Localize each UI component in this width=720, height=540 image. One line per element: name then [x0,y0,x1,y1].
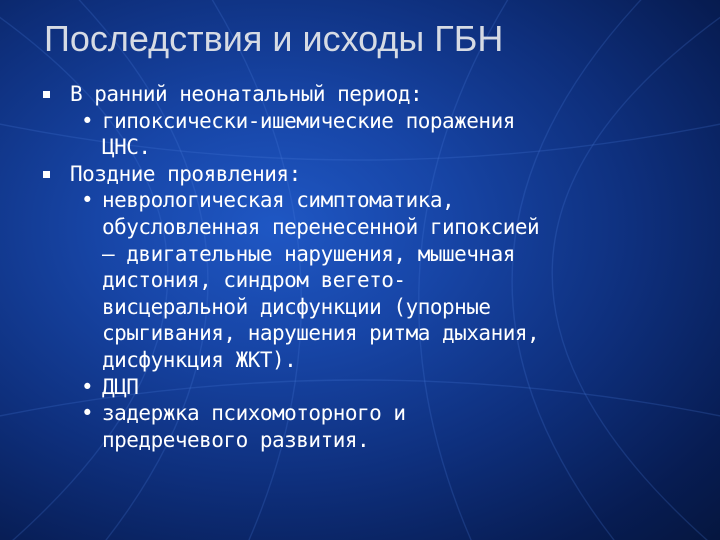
sub-item-line: задержка психомоторного и [102,401,406,426]
sub-item-line: гипоксически-ишемические поражения [102,108,515,133]
sub-item-line: дистония, синдром вегето- [102,268,406,293]
sub-item-line: дисфункция ЖКТ). [102,347,297,372]
slide-title: Последствия и исходы ГБН [44,18,504,59]
sub-item-line: ЦНС. [102,135,151,160]
slide-content [40,81,680,453]
sub-item-line: висцеральной дисфункции (упорные [102,294,491,319]
round-bullet-icon: • [81,108,94,133]
sub-item-line: обусловленная перенесенной гипоксией [102,214,540,239]
list-item-early-period [40,81,680,161]
round-bullet-icon: • [81,374,94,399]
sub-list-item [70,374,680,401]
sub-list-item [70,400,680,453]
list-item-label: Поздние проявления: [70,161,301,186]
list-item-late-manifestations [40,161,680,454]
sub-item-line: срыгивания, нарушения ритма дыхания, [102,321,540,346]
sub-item-line: неврологическая симптоматика, [102,188,455,213]
sub-item-line: предречевого развития. [102,427,370,452]
round-bullet-icon: • [81,188,94,213]
sub-list-item [70,108,680,161]
sub-item-line: ДЦП [102,374,139,399]
list-item-label: В ранний неонатальный период: [70,82,423,106]
round-bullet-icon: • [81,401,94,426]
sub-item-line: – двигательные нарушения, мышечная [102,241,515,266]
sub-list-item [70,187,680,373]
square-bullet-icon [43,171,50,178]
square-bullet-icon [43,91,50,98]
